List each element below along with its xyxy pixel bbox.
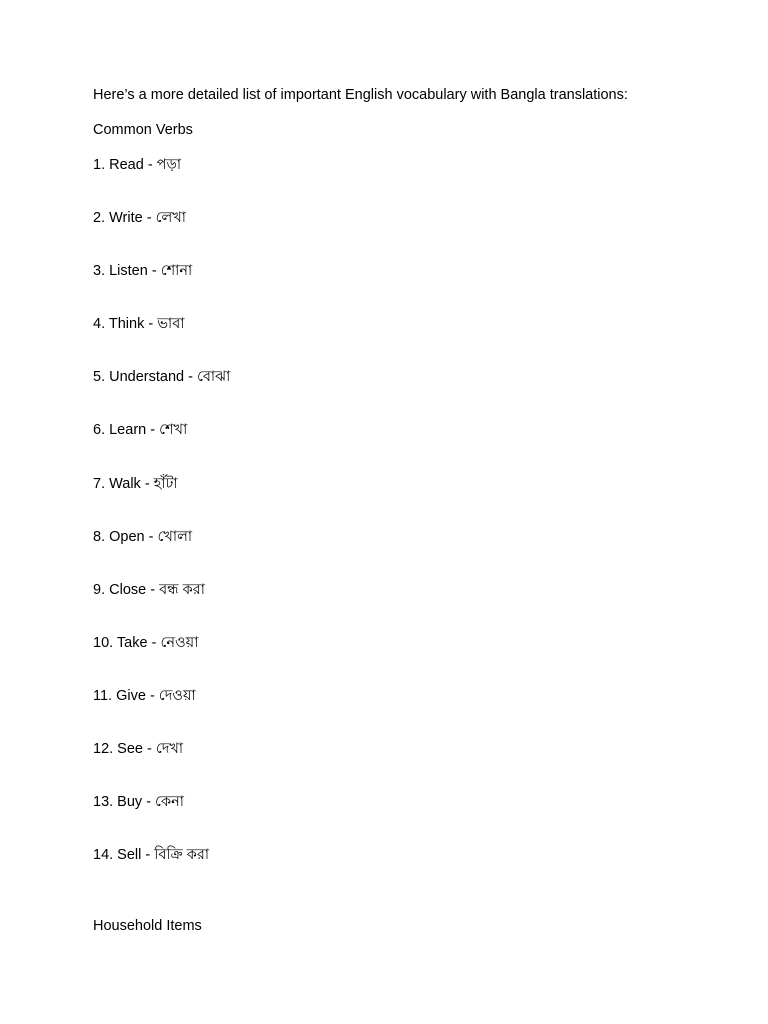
list-item: 7. Walk - হাঁটা	[93, 475, 178, 492]
intro-text: Here’s a more detailed list of important English vocabulary with Bangla translations:	[93, 87, 628, 103]
list-item: 6. Learn - শেখা	[93, 422, 188, 439]
list-item: 3. Listen - শোনা	[93, 263, 193, 280]
list-item: 11. Give - দেওয়া	[93, 687, 196, 704]
list-item: 1. Read - পড়া	[93, 157, 182, 173]
list-item: 9. Close - বন্ধ করা	[93, 581, 205, 598]
section-heading-household-items: Household Items	[93, 918, 202, 934]
list-item: 5. Understand - বোঝা	[93, 369, 231, 386]
list-item: 14. Sell - বিক্রি করা	[93, 847, 210, 864]
list-item: 12. See - দেখা	[93, 741, 184, 758]
vocabulary-list	[93, 156, 230, 899]
list-item: 2. Write - লেখা	[93, 210, 186, 227]
list-item: 8. Open - খোলা	[93, 528, 193, 545]
list-item: 13. Buy - কেনা	[93, 794, 184, 811]
list-item: 10. Take - নেওয়া	[93, 634, 199, 651]
list-item: 4. Think - ভাবা	[93, 316, 185, 333]
section-heading-common-verbs: Common Verbs	[93, 122, 193, 138]
